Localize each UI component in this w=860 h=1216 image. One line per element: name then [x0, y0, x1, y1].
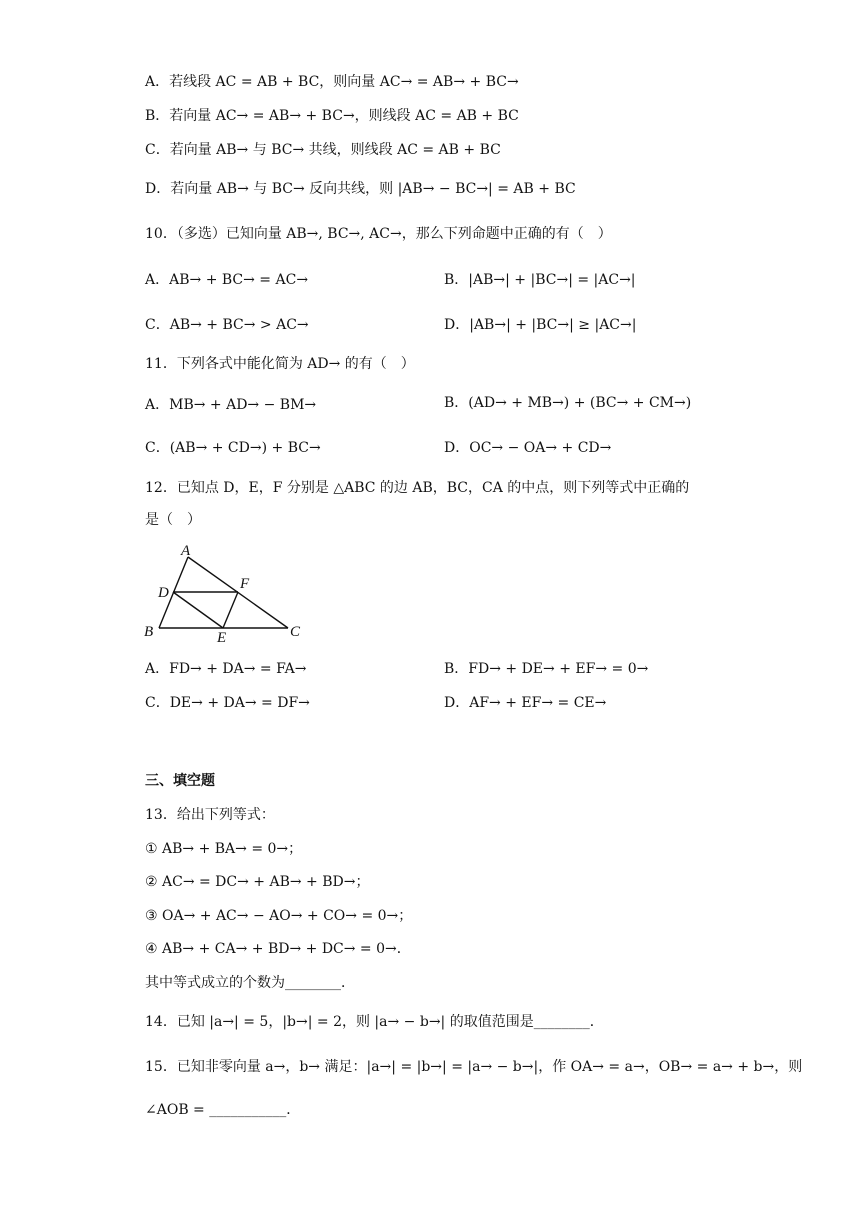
q11-option-c: C．(AB→ + CD→) + BC→ — [145, 440, 321, 456]
q11-option-a: A．MB→ + AD→ − BM→ — [145, 397, 317, 413]
q10-option-a: A．AB→ + BC→ = AC→ — [145, 272, 309, 288]
q13-item-3: ③ OA→ + AC→ − AO→ + CO→ = 0→； — [145, 908, 413, 924]
segment-ef — [223, 592, 238, 628]
vertex-label-d: D — [158, 585, 169, 601]
vertex-label-f: F — [240, 576, 250, 592]
q15-line2: ∠AOB = ___________． — [145, 1102, 301, 1118]
q13-item-2: ② AC→ = DC→ + AB→ + BD→； — [145, 874, 370, 890]
vertex-label-a: A — [181, 543, 191, 559]
q13-item-1: ① AB→ + BA→ = 0→； — [145, 841, 303, 857]
q11-option-b: B．(AD→ + MB→) + (BC→ + CM→) — [444, 395, 692, 411]
q11-stem: 11．下列各式中能化简为 AD→ 的有（ ） — [145, 356, 415, 372]
q10-stem: 10．（多选）已知向量 AB→, BC→, AC→，那么下列命题中正确的有（ ） — [145, 226, 612, 242]
section-heading: 三、填空题 — [145, 773, 215, 789]
q13-ask: 其中等式成立的个数为________． — [145, 975, 355, 991]
q12-option-d: D．AF→ + EF→ = CE→ — [444, 695, 607, 711]
vertex-label-e: E — [217, 630, 227, 646]
q12-option-a: A．FD→ + DA→ = FA→ — [145, 661, 307, 677]
vertex-label-b: B — [144, 624, 154, 640]
q12-option-b: B．FD→ + DE→ + EF→ = 0→ — [444, 661, 649, 677]
q10-option-b: B．|AB→| + |BC→| = |AC→| — [444, 272, 636, 288]
q12-option-c: C．DE→ + DA→ = DF→ — [145, 695, 310, 711]
q13-stem: 13．给出下列等式： — [145, 807, 275, 823]
vertex-label-c: C — [290, 624, 301, 640]
q12-stem-line1: 12．已知点 D，E，F 分别是 △ABC 的边 AB，BC，CA 的中点，则下列等式中正确的 — [145, 480, 690, 496]
q9-option-a: A．若线段 AC = AB + BC，则向量 AC→ = AB→ + BC→ — [145, 74, 519, 90]
q15-line1: 15．已知非零向量 a→，b→ 满足：|a→| = |b→| = |a→ − b→|，作 OA→ = a→，OB→ = a→ + b→，则 — [145, 1059, 803, 1075]
q10-option-d: D．|AB→| + |BC→| ≥ |AC→| — [444, 317, 637, 333]
q11-option-d: D．OC→ − OA→ + CD→ — [444, 440, 612, 456]
q9-option-d: D．若向量 AB→ 与 BC→ 反向共线，则 |AB→ − BC→| = AB + BC — [145, 181, 576, 197]
q12-stem-line2: 是（ ） — [145, 512, 201, 528]
q9-option-c: C．若向量 AB→ 与 BC→ 共线，则线段 AC = AB + BC — [145, 142, 501, 158]
q13-item-4: ④ AB→ + CA→ + BD→ + DC→ = 0→． — [145, 941, 411, 957]
triangle-diagram — [140, 540, 310, 650]
segment-de — [173, 592, 223, 628]
q9-option-b: B．若向量 AC→ = AB→ + BC→，则线段 AC = AB + BC — [145, 108, 519, 124]
q14-stem: 14．已知 |a→| = 5，|b→| = 2，则 |a→ − b→| 的取值范围是________． — [145, 1014, 604, 1030]
q10-option-c: C．AB→ + BC→ > AC→ — [145, 317, 309, 333]
